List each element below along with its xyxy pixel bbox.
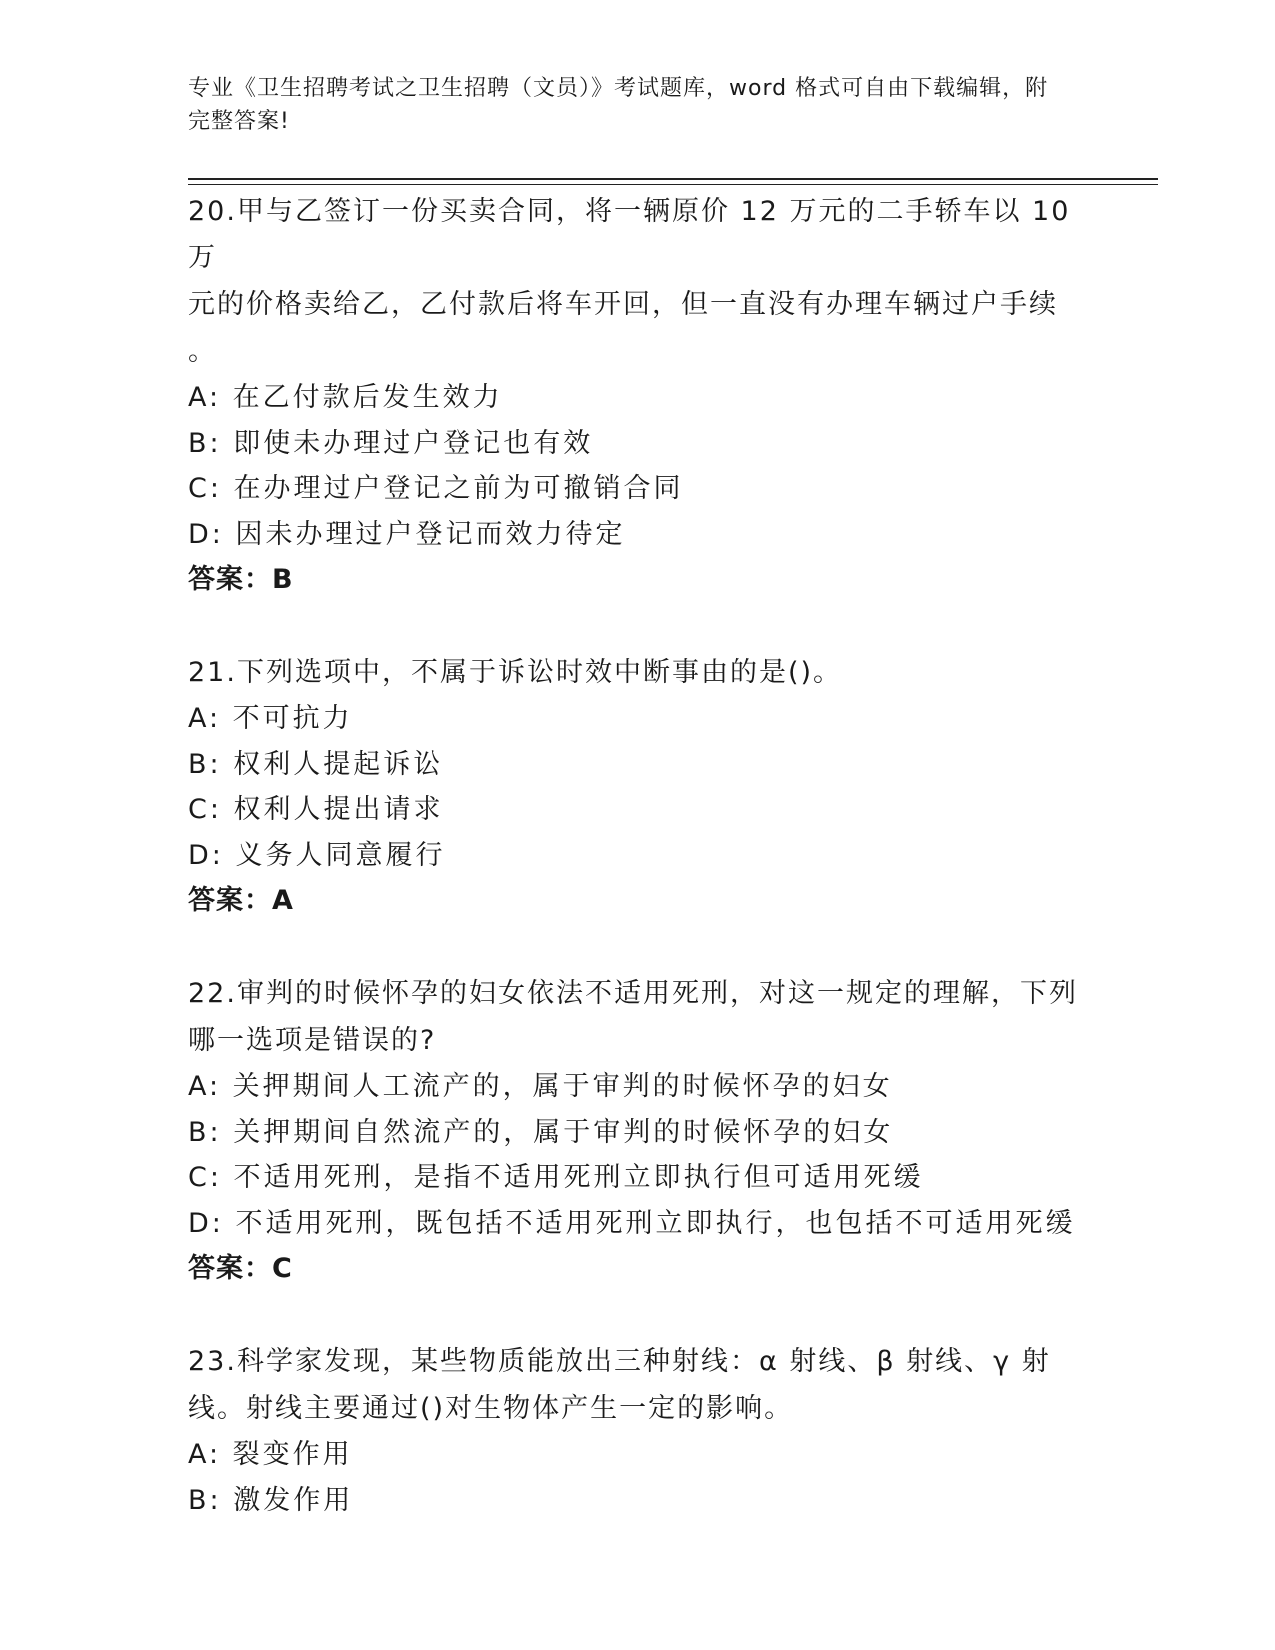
option-b: B: 即使未办理过户登记也有效 xyxy=(188,427,594,459)
option-d: D: 因未办理过户登记而效力待定 xyxy=(188,518,626,550)
answer: 答案：B xyxy=(188,564,294,595)
question-stem-line: 线。射线主要通过()对生物体产生一定的影响。 xyxy=(188,1393,794,1424)
document-header xyxy=(188,72,1068,138)
option-b: B: 激发作用 xyxy=(188,1484,354,1516)
question-21 xyxy=(188,649,1088,924)
question-stem-line: 。 xyxy=(188,336,217,367)
question-stem-line: 哪一选项是错误的? xyxy=(188,1025,437,1056)
question-23 xyxy=(188,1338,1088,1523)
option-d: D: 义务人同意履行 xyxy=(188,839,446,871)
question-list xyxy=(188,188,1088,1569)
option-b: B: 关押期间自然流产的，属于审判的时候怀孕的妇女 xyxy=(188,1116,894,1148)
header-divider-thick xyxy=(188,178,1158,180)
option-a: A: 关押期间人工流产的，属于审判的时候怀孕的妇女 xyxy=(188,1071,893,1102)
question-stem-line: 元的价格卖给乙，乙付款后将车开回，但一直没有办理车辆过户手续 xyxy=(188,289,1058,320)
question-stem-line: 21.下列选项中，不属于诉讼时效中断事由的是()。 xyxy=(188,657,843,688)
option-a: A: 裂变作用 xyxy=(188,1439,353,1470)
option-b: B: 权利人提起诉讼 xyxy=(188,748,444,780)
option-a: A: 不可抗力 xyxy=(188,703,353,734)
option-c: C: 在办理过户登记之前为可撤销合同 xyxy=(188,473,684,504)
option-a: A: 在乙付款后发生效力 xyxy=(188,382,503,413)
question-stem-line: 20.甲与乙签订一份买卖合同，将一辆原价 12 万元的二手轿车以 10 万 xyxy=(188,196,1071,273)
option-d: D: 不适用死刑，既包括不适用死刑立即执行，也包括不可适用死缓 xyxy=(188,1207,1076,1239)
header-text: 专业《卫生招聘考试之卫生招聘（文员）》考试题库，word 格式可自由下载编辑，附完整答案! xyxy=(188,76,1049,134)
option-c: C: 不适用死刑，是指不适用死刑立即执行但可适用死缓 xyxy=(188,1162,924,1193)
question-22 xyxy=(188,970,1088,1292)
question-stem-line: 23.科学家发现，某些物质能放出三种射线：α 射线、β 射线、γ 射 xyxy=(188,1346,1051,1377)
question-stem-line: 22.审判的时候怀孕的妇女依法不适用死刑，对这一规定的理解，下列 xyxy=(188,978,1078,1009)
answer: 答案：A xyxy=(188,885,294,916)
question-20 xyxy=(188,188,1088,603)
header-divider-thin xyxy=(188,184,1158,185)
answer: 答案：C xyxy=(188,1253,293,1284)
option-c: C: 权利人提出请求 xyxy=(188,794,444,825)
